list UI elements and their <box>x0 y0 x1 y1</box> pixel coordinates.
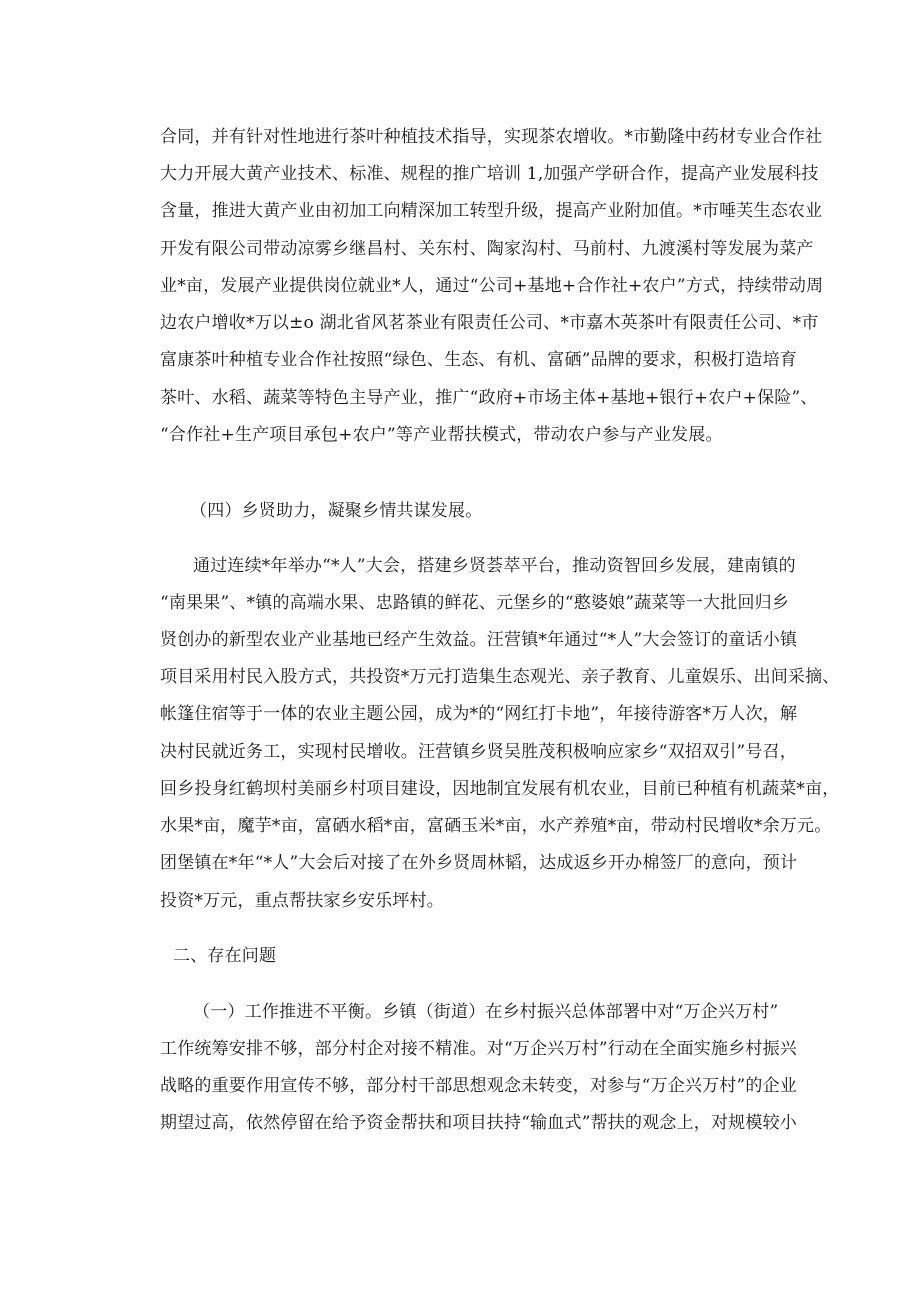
paragraph-2-line-10: 投资*万元，重点帮扶家乡安乐坪村。 <box>160 891 444 911</box>
paragraph-2-line-3: 贤创办的新型农业产业基地已经产生效益。汪营镇*年通过“*人”大会签订的童话小镇 <box>160 630 798 650</box>
section-2-title: 二、存在问题 <box>173 946 277 966</box>
paragraph-2-line-8: 水果*亩，魔芋*亩，富硒水稻*亩，富硒玉米*亩，水产养殖*亩，带动村民增收*余万元。 <box>160 816 832 836</box>
paragraph-2-line-1: 通过连续*年举办“*人”大会，搭建乡贤荟萃平台，推动资智回乡发展，建南镇的 <box>193 556 796 576</box>
paragraph-2-line-9: 团堡镇在*年“*人”大会后对接了在外乡贤周林韬，达成返乡开办棉签厂的意向，预计 <box>160 853 798 873</box>
paragraph-1-line-2: 大力开展大黄产业技术、标准、规程的推广培训 1,加强产学研合作，提高产业发展科技 <box>160 164 819 184</box>
paragraph-2-line-6: 决村民就近务工，实现村民增收。汪营镇乡贤吴胜茂积极响应家乡“双招双引”号召， <box>160 742 797 762</box>
paragraph-3-line-4: 期望过高，依然停留在给予资金帮扶和项目扶持“输血式”帮扶的观念上，对规模较小 <box>160 1113 797 1133</box>
paragraph-2-line-5: 帐篷住宿等于一体的农业主题公园，成为*的“网红打卡地”，年接待游客*万人次，解 <box>160 704 798 724</box>
paragraph-3-line-2: 工作统筹安排不够，部分村企对接不精准。对“万企兴万村”行动在全面实施乡村振兴 <box>160 1039 797 1059</box>
paragraph-2-line-7: 回乡投身红鹤坝村美丽乡村项目建设，因地制宜发展有机农业，目前已种植有机蔬菜*亩， <box>160 779 840 799</box>
paragraph-3-line-3: 战略的重要作用宣传不够，部分村干部思想观念未转变，对参与“万企兴万村”的企业 <box>160 1076 797 1096</box>
paragraph-2-line-4: 项目采用村民入股方式，共投资*万元打造集生态观光、亲子教育、儿童娱乐、出间采摘、 <box>160 667 840 687</box>
paragraph-1-line-4: 开发有限公司带动凉雾乡继昌村、关东村、陶家沟村、马前村、九渡溪村等发展为菜产 <box>160 239 814 259</box>
paragraph-1-line-7: 富康茶叶种植专业合作社按照“绿色、生态、有机、富硒”品牌的要求，积极打造培育 <box>160 350 797 370</box>
section-heading-4: （四）乡贤助力，凝聚乡情共谋发展。 <box>190 501 483 521</box>
paragraph-1-line-5: 业*亩，发展产业提供岗位就业*人，通过“公司+基地+合作社+农户”方式，持续带动周 <box>160 276 824 296</box>
paragraph-1-line-6: 边农户增收*万以±o 湖北省风茗茶业有限责任公司、*市嘉木英茶叶有限责任公司、*市 <box>160 313 819 333</box>
paragraph-1-line-3: 含量，推进大黄产业由初加工向精深加工转型升级，提高产业附加值。*市唾芙生态农业 <box>160 201 823 221</box>
paragraph-1-line-8: 茶叶、水稻、蔬菜等特色主导产业，推广“政府+市场主体+基地+银行+农户+保险”、 <box>160 388 818 408</box>
paragraph-1-line-1: 合同，并有针对性地进行茶叶种植技术指导，实现茶农增收。*市勤隆中药材专业合作社 <box>160 127 823 147</box>
paragraph-1-line-9: “合作社+生产项目承包+农户”等产业帮扶模式，带动农户参与产业发展。 <box>160 425 723 445</box>
paragraph-3-line-1: （一）工作推进不平衡。乡镇（街道）在乡村振兴总体部署中对“万企兴万村” <box>193 1002 779 1022</box>
paragraph-2-line-2: “南果果”、*镇的高端水果、忠路镇的鲜花、元堡乡的“憨婆娘”蔬菜等一大批回归乡 <box>160 593 790 613</box>
